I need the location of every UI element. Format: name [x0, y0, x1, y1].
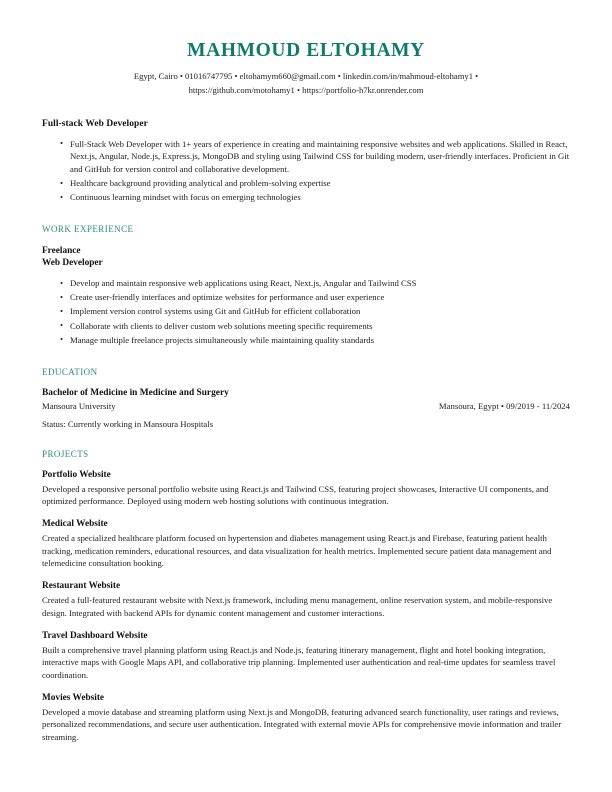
- education-school: Mansoura University: [42, 400, 116, 411]
- project-item: [42, 581, 570, 619]
- contact-info: [71, 70, 541, 96]
- project-item: [42, 519, 570, 570]
- project-description: Created a specialized healthcare platform focused on hypertension and diabetes management using React.js and Firebase, featuring patient health tracking, medication reminders, educational resources, and data visualization for health metrics. Implemented secure patient data management and telemedicine consultation booking.: [42, 533, 552, 569]
- work-bullet: • Develop and maintain responsive web applications using React, Next.js, Angular and Tailwind CSS: [60, 277, 570, 290]
- section-heading-education: EDUCATION: [42, 366, 98, 377]
- project-name: Restaurant Website: [42, 581, 121, 592]
- contact-line-2: https://github.com/motohamy1 • https://portfolio-h7kr.onrender.com: [188, 84, 424, 95]
- education-detail-line: [42, 401, 570, 411]
- project-description: Developed a responsive personal portfolio website using React.js and Tailwind CSS, featuring project showcases, Interactive UI components, and optimized performance. Deployed using modern web hosting solutions with continuous integration.: [42, 483, 549, 507]
- work-bullet: • Create user-friendly interfaces and optimize websites for performance and user experience: [60, 291, 570, 304]
- project-description: Created a full-featured restaurant website with Next.js framework, including menu management, online reservation system, and mobile-responsive design. Integrated with backend APIs for dynamic content management and customer interactions.: [42, 595, 553, 618]
- work-bullet: • Manage multiple freelance projects simultaneously while maintaining quality standards: [60, 334, 570, 347]
- project-name: Portfolio Website: [42, 469, 111, 480]
- project-name: Movies Website: [42, 692, 105, 703]
- summary-bullet: • Continuous learning mindset with focus on emerging technologies: [60, 191, 570, 204]
- job-company: Freelance: [42, 246, 81, 257]
- work-bullet: • Collaborate with clients to deliver custom web solutions meeting specific requirements: [60, 320, 570, 333]
- project-description: Built a comprehensive travel planning platform using React.js and Node.js, featuring itinerary management, flight and hotel booking integration, interactive maps with Google Maps API, and collaborative trip planning. Implemented user authentication and real-time updates for seamless travel coordination.: [42, 644, 556, 680]
- professional-title: Full-stack Web Developer: [42, 118, 148, 129]
- work-bullet: • Implement version control systems using Git and GitHub for efficient collaboration: [60, 305, 570, 318]
- education-degree: Bachelor of Medicine in Medicine and Surgery: [42, 387, 229, 398]
- project-description: Developed a movie database and streaming platform using Next.js and MongoDB, featuring advanced search functionality, user ratings and reviews, personalized recommendations, and secure user authentication. Integrated with external movie APIs for comprehensive movie information and trailer streaming.: [42, 706, 562, 743]
- summary-bullet: • Full-Stack Web Developer with 1+ years of experience in creating and maintaining responsive websites and web applications. Skilled in React, Next.js, Angular, Node.js, Express.js, MongoDB and styling using Tailwind CSS for building modern, user-friendly interfaces. Proficient in Git and GitHub for version control and collaborative development.: [60, 138, 570, 176]
- candidate-name: MAHMOUD ELTOHAMY: [187, 40, 425, 61]
- project-item: [42, 693, 570, 744]
- project-item: [42, 631, 570, 682]
- summary-list: [42, 138, 570, 205]
- project-name: Travel Dashboard Website: [42, 630, 148, 641]
- section-heading-projects: PROJECTS: [42, 448, 89, 459]
- resume-header: [42, 0, 570, 97]
- work-experience-list: [42, 277, 570, 347]
- education-status: Status: Currently working in Mansoura Hospitals: [42, 418, 214, 429]
- section-heading-work-experience: WORK EXPERIENCE: [42, 224, 134, 235]
- job-role: Web Developer: [42, 258, 103, 269]
- summary-bullet: • Healthcare background providing analytical and problem-solving expertise: [60, 177, 570, 190]
- project-name: Medical Website: [42, 519, 108, 529]
- education-location-dates: Mansoura, Egypt • 09/2019 - 11/2024: [438, 400, 570, 411]
- contact-line-1: Egypt, Cairo • 01016747795 • eltohamym660@gmail.com • linkedin.com/in/mahmoud-eltohamy1 •: [133, 71, 479, 82]
- project-item: [42, 470, 570, 508]
